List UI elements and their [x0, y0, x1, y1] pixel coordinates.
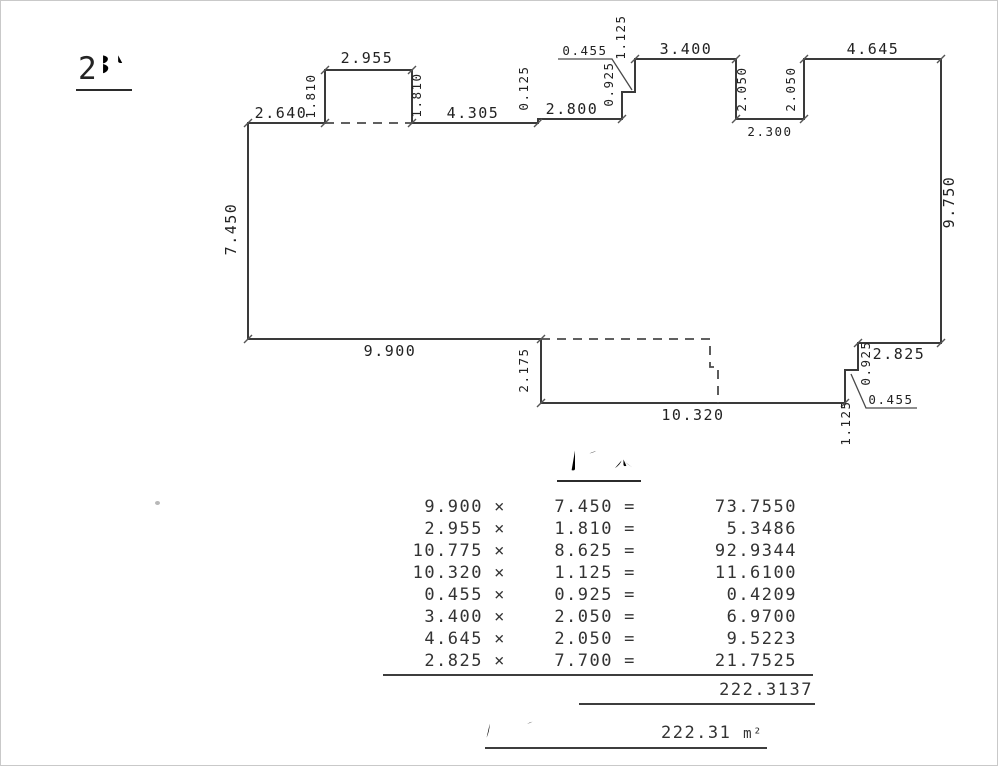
calc-row: [383, 540, 815, 562]
dim-notch-left: 2.050: [734, 66, 749, 112]
page-title-digit: 2: [78, 51, 99, 87]
dim-bottom-right: 2.825: [872, 345, 926, 363]
kanji-seki-2: [525, 720, 545, 740]
calc-factor-a: 10.320: [412, 563, 483, 583]
calc-factor-b: 0.925: [554, 585, 613, 605]
calc-factor-b: 2.050: [554, 607, 613, 627]
calc-factor-b: 2.050: [554, 629, 613, 649]
kanji-men: [505, 720, 525, 740]
calc-row: [383, 496, 815, 518]
dim-top-seg4: 3.400: [659, 40, 713, 58]
dim-left-wall: 7.450: [222, 202, 240, 256]
dim-notch-bottom: 2.300: [747, 124, 793, 139]
multiply-sign: ×: [494, 563, 506, 583]
floor-area-number: 222.31: [660, 722, 732, 743]
dim-br-step-c: 1.125: [838, 400, 853, 446]
kanji-hyo: [611, 449, 635, 473]
dim-box-left: 1.810: [303, 73, 318, 119]
kanji-kyu: [563, 449, 587, 473]
calc-factor-b: 8.625: [554, 541, 613, 561]
multiply-sign: ×: [494, 629, 506, 649]
calc-factor-a: 2.955: [424, 519, 483, 539]
dim-br-step-b: 0.925: [858, 340, 873, 386]
equals-sign: =: [624, 629, 636, 649]
calc-row: [383, 606, 815, 628]
equals-sign: =: [624, 541, 636, 561]
calc-row: [383, 518, 815, 540]
interior-dashed-line: [541, 339, 718, 403]
equals-sign: =: [624, 585, 636, 605]
floor-area-value: [661, 723, 763, 743]
calc-table-title: [383, 448, 815, 482]
calc-row: [383, 628, 815, 650]
dim-top-step-c: 1.125: [613, 14, 628, 60]
leader-line-top: [558, 59, 632, 90]
calc-row: [383, 584, 815, 606]
dim-right-wall: 9.750: [940, 175, 958, 229]
calc-factor-a: 0.455: [424, 585, 483, 605]
calc-factor-b: 1.810: [554, 519, 613, 539]
kanji-seki: [587, 449, 611, 473]
scan-artifact: [155, 501, 160, 505]
floor-area-row: [485, 719, 767, 749]
calc-factor-a: 2.825: [424, 651, 483, 671]
multiply-sign: ×: [494, 541, 506, 561]
dim-left-top: 2.640: [254, 104, 308, 122]
equals-sign: =: [624, 607, 636, 627]
calc-product: 92.9344: [714, 541, 797, 561]
calc-product: 21.7525: [714, 651, 797, 671]
calc-product: 6.9700: [726, 607, 797, 627]
calc-factor-a: 3.400: [424, 607, 483, 627]
calc-row: [383, 562, 815, 584]
calc-factor-b: 1.125: [554, 563, 613, 583]
equals-sign: =: [624, 519, 636, 539]
dim-top-seg2: 4.305: [446, 104, 500, 122]
dim-box-top: 2.955: [340, 49, 394, 67]
dim-top-seg3: 2.800: [545, 100, 599, 118]
calc-product: 9.5223: [726, 629, 797, 649]
floor-area-unit: m²: [743, 725, 763, 742]
total-row: [579, 676, 815, 705]
calc-factor-a: 9.900: [424, 497, 483, 517]
calc-product: 73.7550: [714, 497, 797, 517]
dim-top-step-small: 0.125: [516, 65, 531, 111]
dim-top-step-b: 0.925: [601, 61, 616, 107]
calc-rows: [383, 496, 815, 672]
calc-row: [383, 650, 815, 672]
dim-notch-right: 2.050: [783, 66, 798, 112]
calc-product: 0.4209: [726, 585, 797, 605]
multiply-sign: ×: [494, 607, 506, 627]
multiply-sign: ×: [494, 519, 506, 539]
multiply-sign: ×: [494, 585, 506, 605]
dim-bottom-left: 9.900: [363, 342, 417, 360]
total-label: [579, 678, 599, 700]
calc-factor-a: 4.645: [424, 629, 483, 649]
multiply-sign: ×: [494, 651, 506, 671]
dim-top-step-a: 0.455: [562, 43, 608, 58]
dim-box-right: 1.810: [409, 72, 424, 118]
kanji-kei: [579, 678, 599, 698]
calc-product: 5.3486: [726, 519, 797, 539]
area-calculation-table: [383, 448, 815, 749]
kanji-sho: [485, 720, 505, 740]
floor-area-label: [485, 719, 545, 743]
dim-br-step-a: 0.455: [868, 392, 914, 407]
calc-factor-b: 7.700: [554, 651, 613, 671]
dim-bottom-mid: 10.320: [661, 406, 725, 424]
calc-product: 11.6100: [714, 563, 797, 583]
multiply-sign: ×: [494, 497, 506, 517]
calc-factor-b: 7.450: [554, 497, 613, 517]
dim-top-seg5: 4.645: [846, 40, 900, 58]
calc-factor-a: 10.775: [412, 541, 483, 561]
equals-sign: =: [624, 563, 636, 583]
equals-sign: =: [624, 497, 636, 517]
total-value: 222.3137: [719, 679, 813, 700]
dim-bottom-step: 2.175: [516, 347, 531, 393]
equals-sign: =: [624, 651, 636, 671]
